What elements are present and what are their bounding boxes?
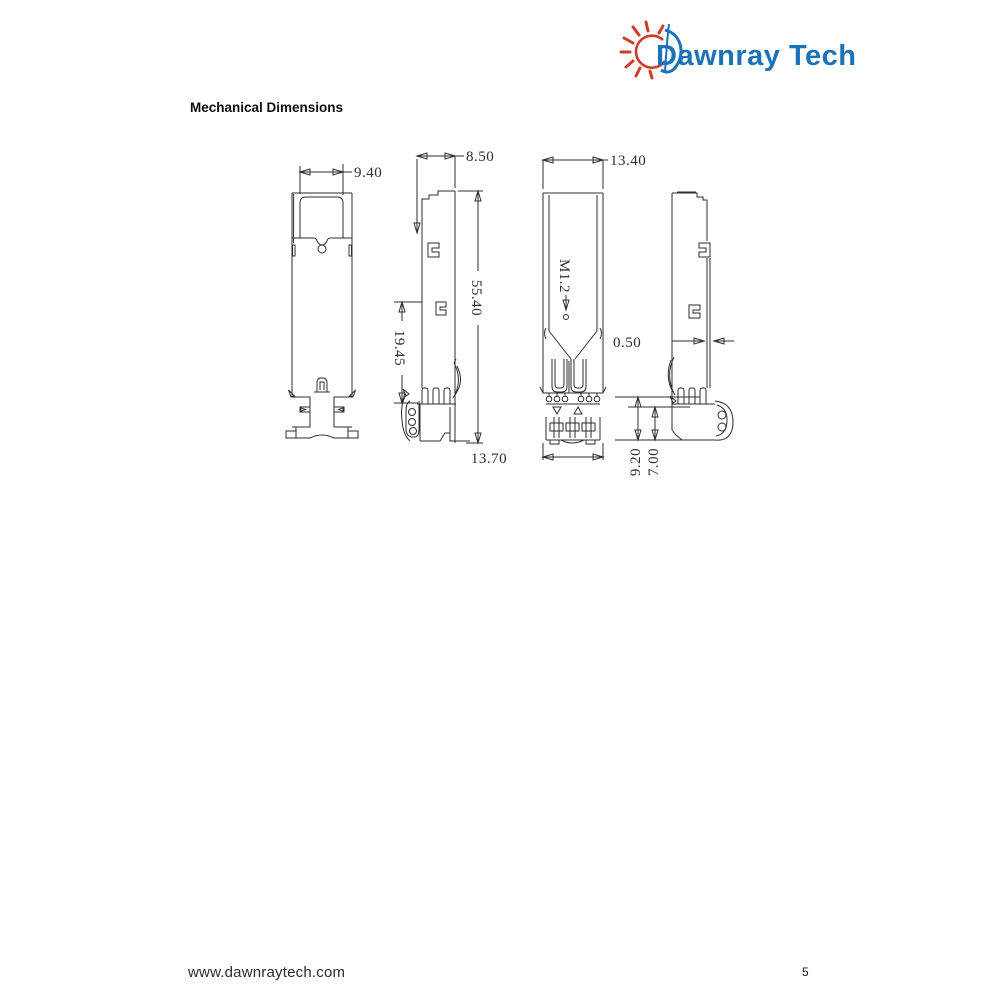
dim-overall-length: 55.40 [468,279,484,317]
dim-side-top-depth: 8.50 [466,149,495,165]
label-screw-thread: M1.2 [556,258,572,294]
view-bottom [471,153,646,467]
dim-pcb-tail-outer: 9.20 [628,447,644,477]
view-side-right [613,192,734,476]
footer-page-number: 5 [802,965,809,979]
dim-rear-section-length: 19.45 [391,329,407,367]
view-front [286,164,382,438]
view-side-left [391,149,494,443]
dim-rear-width: 13.40 [610,153,647,169]
company-logo [617,16,867,90]
dim-front-width: 9.40 [354,165,383,181]
logo-text: Dawnray Tech [656,40,857,72]
footer-website: www.dawnraytech.com [188,964,346,981]
dim-wall-thickness: 0.50 [613,335,642,351]
dim-bottom-edge-width: 13.70 [470,451,508,467]
dim-pcb-tail-inner: 7.00 [646,447,662,477]
page-title: Mechanical Dimensions [190,100,344,115]
mechanical-drawing [270,135,750,495]
